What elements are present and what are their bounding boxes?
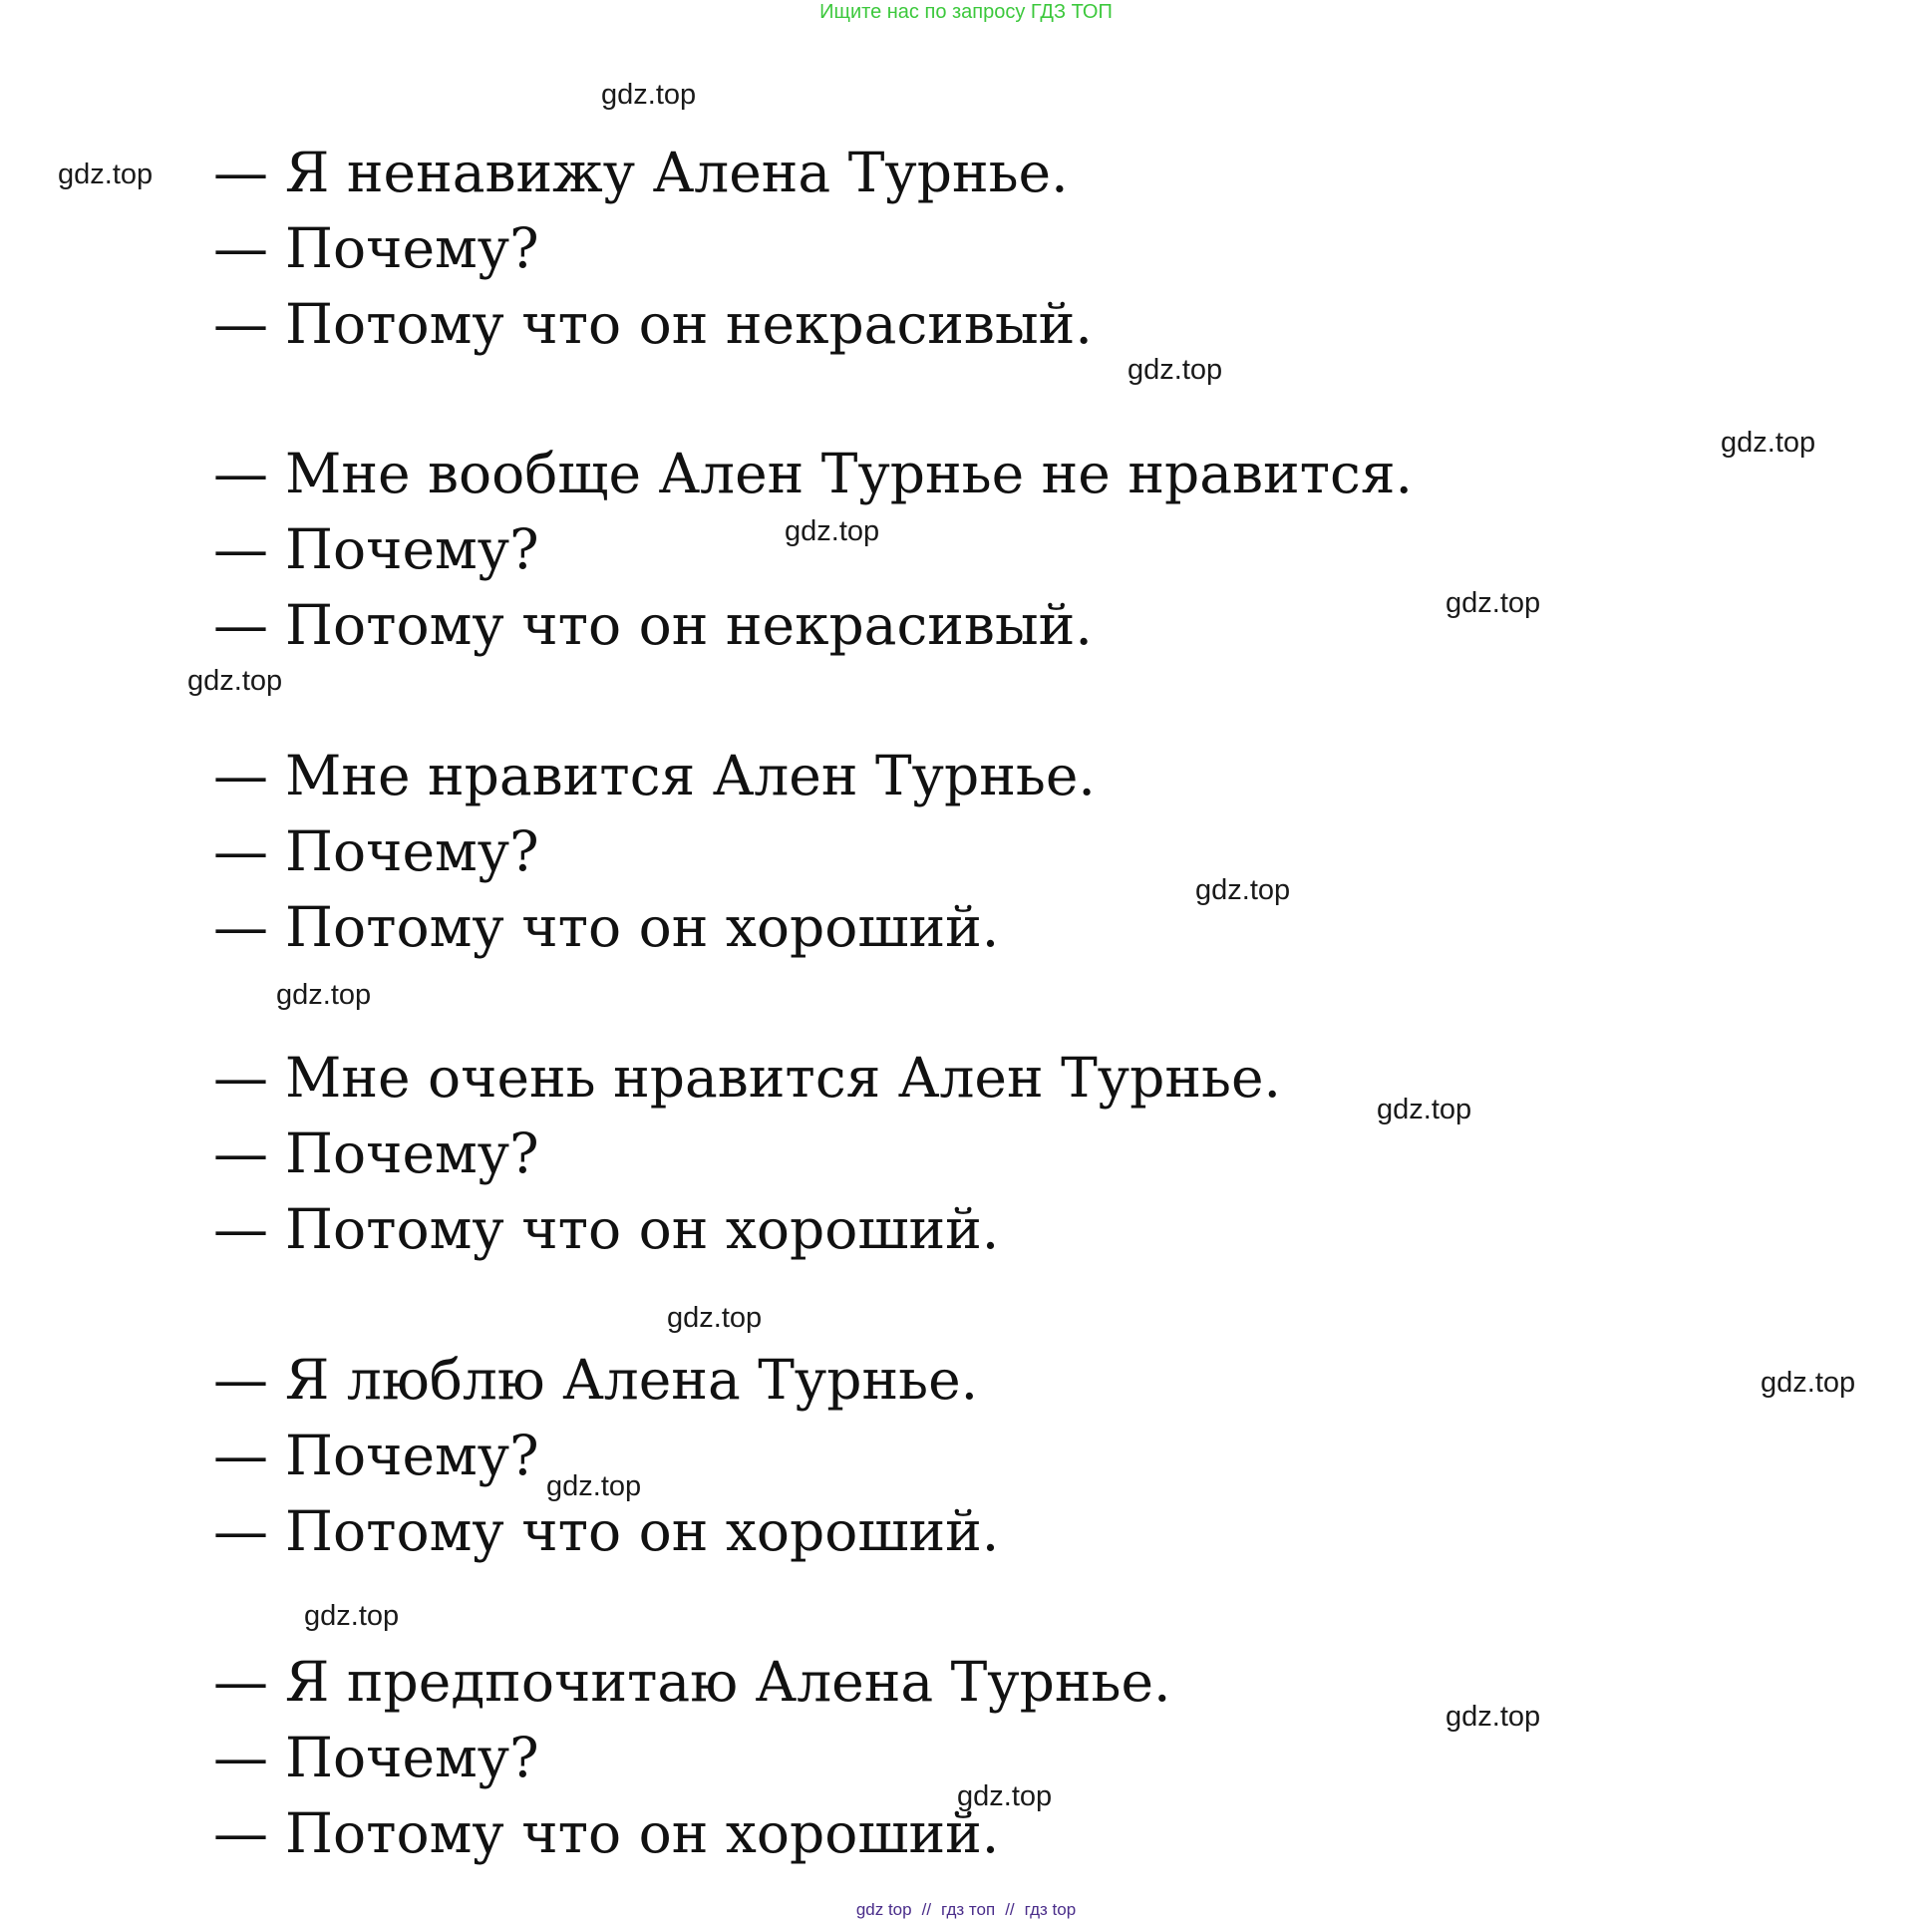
- dash: —: [213, 819, 268, 883]
- dialogue-line: [213, 894, 999, 960]
- watermark: gdz.top: [1127, 354, 1223, 386]
- dash: —: [213, 1499, 268, 1563]
- dialogue-line: [213, 1120, 539, 1186]
- watermark: gdz.top: [1721, 427, 1816, 459]
- watermark: gdz.top: [957, 1780, 1053, 1812]
- watermark: gdz.top: [1761, 1367, 1856, 1399]
- watermark: gdz.top: [1446, 587, 1541, 619]
- watermark: gdz.top: [1195, 874, 1291, 906]
- line-text: Я ненавижу Алена Турнье.: [285, 141, 1069, 204]
- watermark: gdz.top: [785, 515, 880, 547]
- line-text: Почему?: [285, 517, 539, 581]
- dialogue-line: [213, 1498, 999, 1564]
- line-text: Потому что он некрасивый.: [285, 292, 1093, 356]
- dialogue-line: [213, 516, 539, 582]
- line-text: Почему?: [285, 1121, 539, 1185]
- line-text: Мне нравится Ален Турнье.: [285, 744, 1096, 807]
- watermark: gdz.top: [58, 159, 154, 190]
- footer-links: [0, 1900, 1932, 1920]
- dialogue-line: [213, 140, 1069, 205]
- dialogue-line: [213, 441, 1413, 506]
- dialogue-line: [213, 1800, 999, 1866]
- dialogue-line: [213, 1423, 539, 1488]
- dash: —: [213, 895, 268, 959]
- footer-link-gdz-top-mixed[interactable]: гдз top: [1024, 1900, 1077, 1919]
- watermark: gdz.top: [187, 665, 283, 697]
- line-text: Я люблю Алена Турнье.: [285, 1348, 979, 1412]
- dash: —: [213, 1348, 268, 1412]
- footer-link-gdz-top[interactable]: gdz top: [855, 1900, 912, 1919]
- line-text: Мне очень нравится Ален Турнье.: [285, 1046, 1281, 1110]
- dash: —: [213, 1046, 268, 1110]
- dash: —: [213, 292, 268, 356]
- dash: —: [213, 1801, 268, 1865]
- line-text: Я предпочитаю Алена Турнье.: [285, 1650, 1171, 1714]
- watermark: gdz.top: [1377, 1094, 1472, 1125]
- watermark: gdz.top: [304, 1600, 400, 1632]
- dash: —: [213, 216, 268, 280]
- dash: —: [213, 1197, 268, 1261]
- dialogue-line: [213, 743, 1096, 808]
- footer-separator: //: [1005, 1900, 1015, 1919]
- dialogue-line: [213, 1725, 539, 1790]
- dash: —: [213, 1121, 268, 1185]
- dash: —: [213, 442, 268, 505]
- footer-separator: //: [921, 1900, 932, 1919]
- dash: —: [213, 517, 268, 581]
- dash: —: [213, 1424, 268, 1487]
- line-text: Мне вообще Ален Турнье не нравится.: [285, 442, 1414, 505]
- watermark: gdz.top: [276, 979, 372, 1011]
- line-text: Потому что он некрасивый.: [285, 593, 1093, 657]
- dialogue-line: [213, 1649, 1171, 1715]
- line-text: Потому что он хороший.: [285, 1197, 1000, 1261]
- line-text: Потому что он хороший.: [285, 895, 1000, 959]
- watermark: gdz.top: [546, 1470, 642, 1502]
- line-text: Почему?: [285, 216, 539, 280]
- dash: —: [213, 141, 268, 204]
- dialogue-line: [213, 1045, 1281, 1111]
- watermark: gdz.top: [1446, 1701, 1541, 1733]
- dialogue-line: [213, 1347, 978, 1413]
- search-hint-link[interactable]: Ищите нас по запросу ГДЗ ТОП: [819, 1, 1113, 23]
- dash: —: [213, 593, 268, 657]
- dialogue-line: [213, 592, 1093, 658]
- line-text: Потому что он хороший.: [285, 1801, 1000, 1865]
- dialogue-line: [213, 215, 539, 281]
- dash: —: [213, 1726, 268, 1789]
- watermark: gdz.top: [667, 1302, 763, 1334]
- line-text: Почему?: [285, 1726, 539, 1789]
- dialogue-line: [213, 291, 1093, 357]
- watermark: gdz.top: [601, 79, 697, 111]
- line-text: Почему?: [285, 1424, 539, 1487]
- dash: —: [213, 1650, 268, 1714]
- line-text: Потому что он хороший.: [285, 1499, 1000, 1563]
- footer-link-gdz-top-ru[interactable]: гдз топ: [941, 1900, 996, 1919]
- dialogue-line: [213, 818, 539, 884]
- line-text: Почему?: [285, 819, 539, 883]
- dash: —: [213, 744, 268, 807]
- dialogue-line: [213, 1196, 999, 1262]
